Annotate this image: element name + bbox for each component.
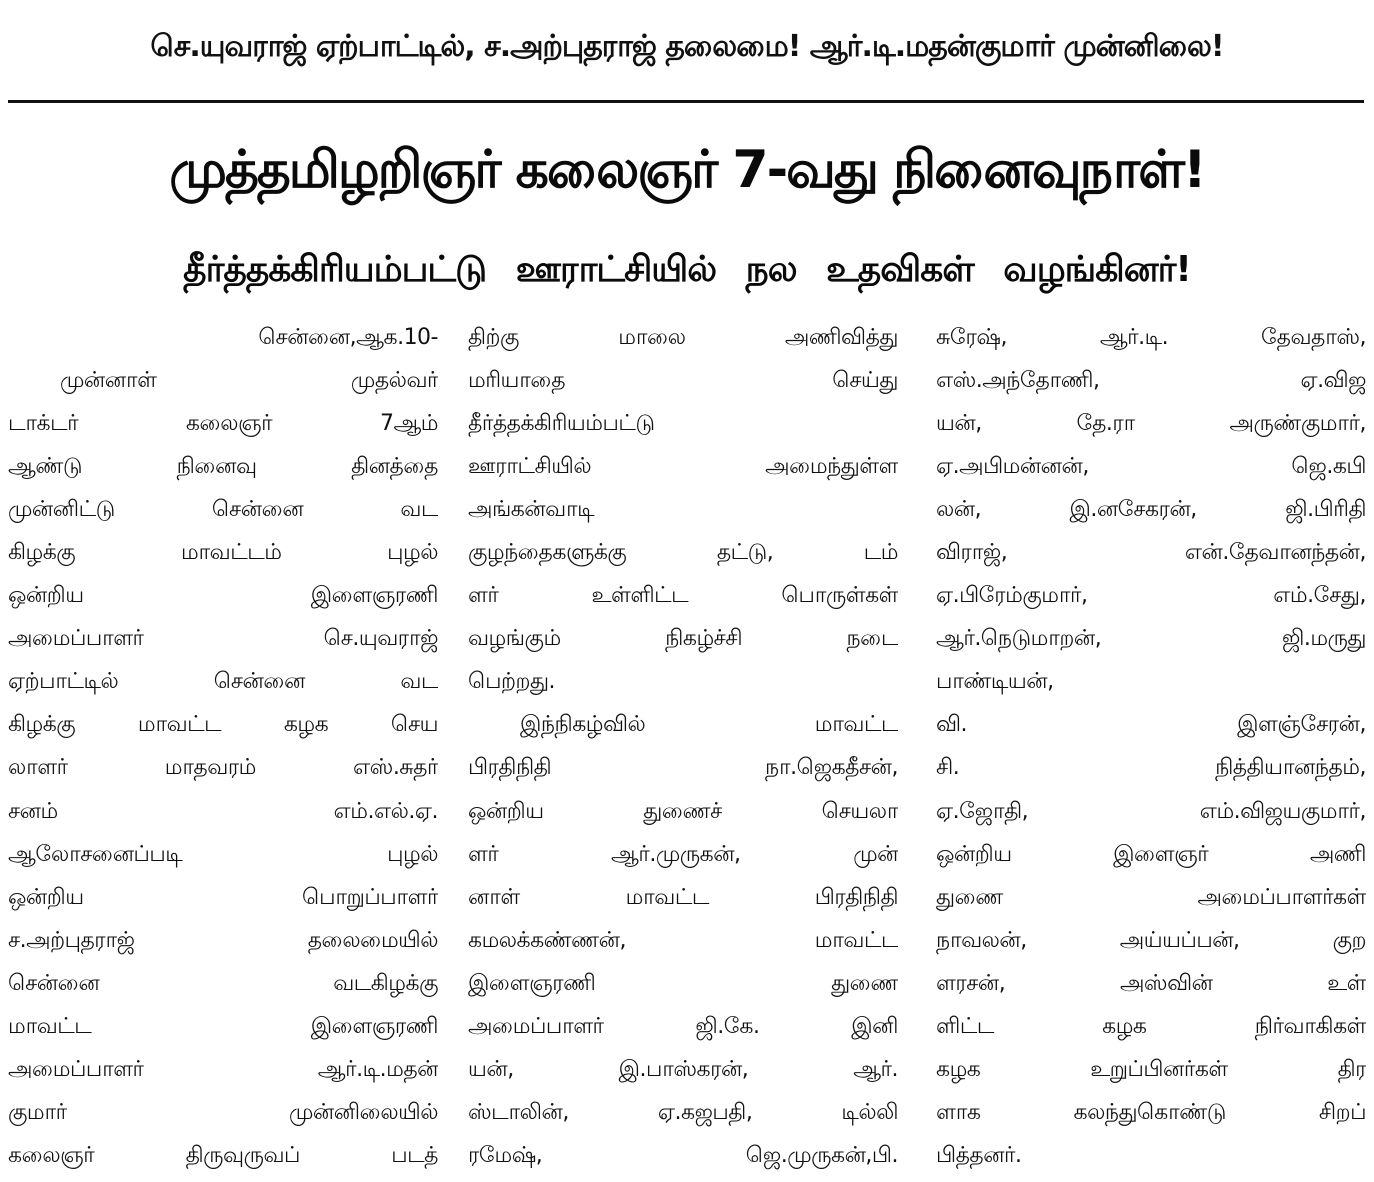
body-line: லன், இ.னசேகரன், ஜி.பிரிதி [936, 497, 1366, 523]
body-line: வழங்கும் நிகழ்ச்சி நடை [468, 626, 898, 652]
body-line: துணை அமைப்பாளர்கள் [936, 884, 1366, 910]
headline-rule [8, 100, 1364, 103]
sub-headline: தீர்த்தக்கிரியம்பட்டு ஊராட்சியில் நல உதவிகள் வழங்கினர்! [183, 249, 1191, 290]
body-line: லாளர் மாதவரம் எஸ்.சுதர் [8, 755, 438, 781]
body-line: ஆலோசனைப்படி புழல் [8, 841, 438, 867]
body-line: இந்நிகழ்வில் மாவட்ட [520, 712, 898, 738]
body-line: சுரேஷ், ஆர்.டி. தேவதாஸ், [936, 325, 1366, 350]
body-line: கமலக்கண்ணன், மாவட்ட [468, 927, 898, 953]
article-column-1 [8, 318, 438, 1176]
body-line: ஆண்டு நினைவு தினத்தை [8, 454, 438, 480]
body-line: ஏ.பிரேம்குமார், எம்.சேது, [936, 583, 1366, 609]
body-line: மாவட்ட இளைஞரணி [8, 1013, 438, 1039]
body-line: எஸ்.அந்தோணி, ஏ.விஜ [936, 368, 1366, 394]
body-line: குழந்தைகளுக்கு தட்டு, டம் [468, 540, 898, 566]
main-headline: முத்தமிழறிஞர் கலைஞர் 7-வது நினைவுநாள்! [169, 139, 1205, 200]
body-line: ஸ்டாலின், ஏ.கஜபதி, டில்லி [468, 1099, 898, 1125]
body-line: ளாக கலந்துகொண்டு சிறப் [936, 1099, 1366, 1125]
body-line: ஒன்றிய துணைச் செயலா [468, 798, 898, 824]
body-line: ஊராட்சியில் அமைந்துள்ள [468, 454, 898, 480]
body-line: ஒன்றிய இளைஞரணி [8, 583, 438, 609]
body-line: தீர்த்தக்கிரியம்பட்டு [468, 411, 655, 437]
body-line: ளிட்ட கழக நிர்வாகிகள் [936, 1013, 1366, 1039]
body-line: நாவலன், அய்யப்பன், குற [936, 927, 1366, 953]
body-line: யன், இ.பாஸ்கரன், ஆர். [468, 1056, 898, 1082]
body-line: முன்னாள் முதல்வர் [60, 368, 438, 394]
body-line: மரியாதை செய்து [468, 368, 898, 394]
body-line: விராஜ், என்.தேவானந்தன், [936, 540, 1366, 566]
body-line: னாள் மாவட்ட பிரதிநிதி [468, 884, 898, 910]
body-line: பாண்டியன், [936, 669, 1054, 695]
body-line: ளர் ஆர்.முருகன், முன் [468, 841, 898, 867]
body-line: அமைப்பாளர் ஆர்.டி.மதன் [8, 1056, 438, 1082]
body-line: பிரதிநிதி நா.ஜெகதீசன், [468, 755, 898, 781]
body-line: சனம் எம்.எல்.ஏ. [8, 798, 438, 824]
body-line: ஏற்பாட்டில் சென்னை வட [8, 669, 438, 695]
body-line: ஒன்றிய பொறுப்பாளர் [8, 884, 438, 910]
body-line: வி. இளஞ்சேரன், [936, 712, 1366, 738]
body-line: அமைப்பாளர் செ.யுவராஜ் [8, 626, 438, 652]
body-line: இளைஞரணி துணை [468, 970, 898, 996]
body-line: அங்கன்வாடி [468, 497, 595, 523]
body-line: பெற்றது. [468, 669, 556, 695]
body-line: யன், தே.ரா அருண்குமார், [936, 411, 1366, 437]
dateline: சென்னை,ஆக.10- [258, 325, 438, 350]
body-line: டாக்டர் கலைஞர் 7ஆம் [8, 411, 438, 437]
body-line: கிழக்கு மாவட்டம் புழல் [8, 540, 438, 566]
body-line: கிழக்கு மாவட்ட கழக செய [8, 712, 438, 738]
body-line: சி. நித்தியானந்தம், [936, 755, 1366, 781]
body-line: ஆர்.நெடுமாறன், ஜி.மருது [936, 626, 1366, 652]
article-column-2 [468, 318, 898, 1176]
body-line: திற்கு மாலை அணிவித்து [468, 325, 898, 350]
body-line: கலைஞர் திருவுருவப் படத் [8, 1142, 438, 1168]
body-line: முன்னிட்டு சென்னை வட [8, 497, 438, 523]
body-line: கழக உறுப்பினர்கள் திர [936, 1056, 1366, 1082]
body-line: பித்தனர். [936, 1142, 1022, 1168]
body-line: ஒன்றிய இளைஞர் அணி [936, 841, 1366, 867]
body-line: சென்னை வடகிழக்கு [8, 970, 438, 996]
body-line: ரமேஷ், ஜெ.முருகன்,பி. [468, 1142, 898, 1168]
body-line: ச.அற்புதராஜ் தலைமையில் [8, 927, 438, 953]
body-line: ளர் உள்ளிட்ட பொருள்கள் [468, 583, 898, 609]
body-line: ஏ.ஜோதி, எம்.விஜயகுமார், [936, 798, 1366, 824]
body-line: ஏ.அபிமன்னன், ஜெ.கபி [936, 454, 1366, 480]
body-line: குமார் முன்னிலையில் [8, 1099, 438, 1125]
body-line: அமைப்பாளர் ஜி.கே. இனி [468, 1013, 898, 1039]
article-column-3 [936, 318, 1366, 1176]
kicker-headline: செ.யுவராஜ் ஏற்பாட்டில், ச.அற்புதராஜ் தலைமை! ஆர்.டி.மதன்குமார் முன்னிலை! [150, 28, 1224, 64]
body-line: ளரசன், அஸ்வின் உள் [936, 970, 1366, 996]
